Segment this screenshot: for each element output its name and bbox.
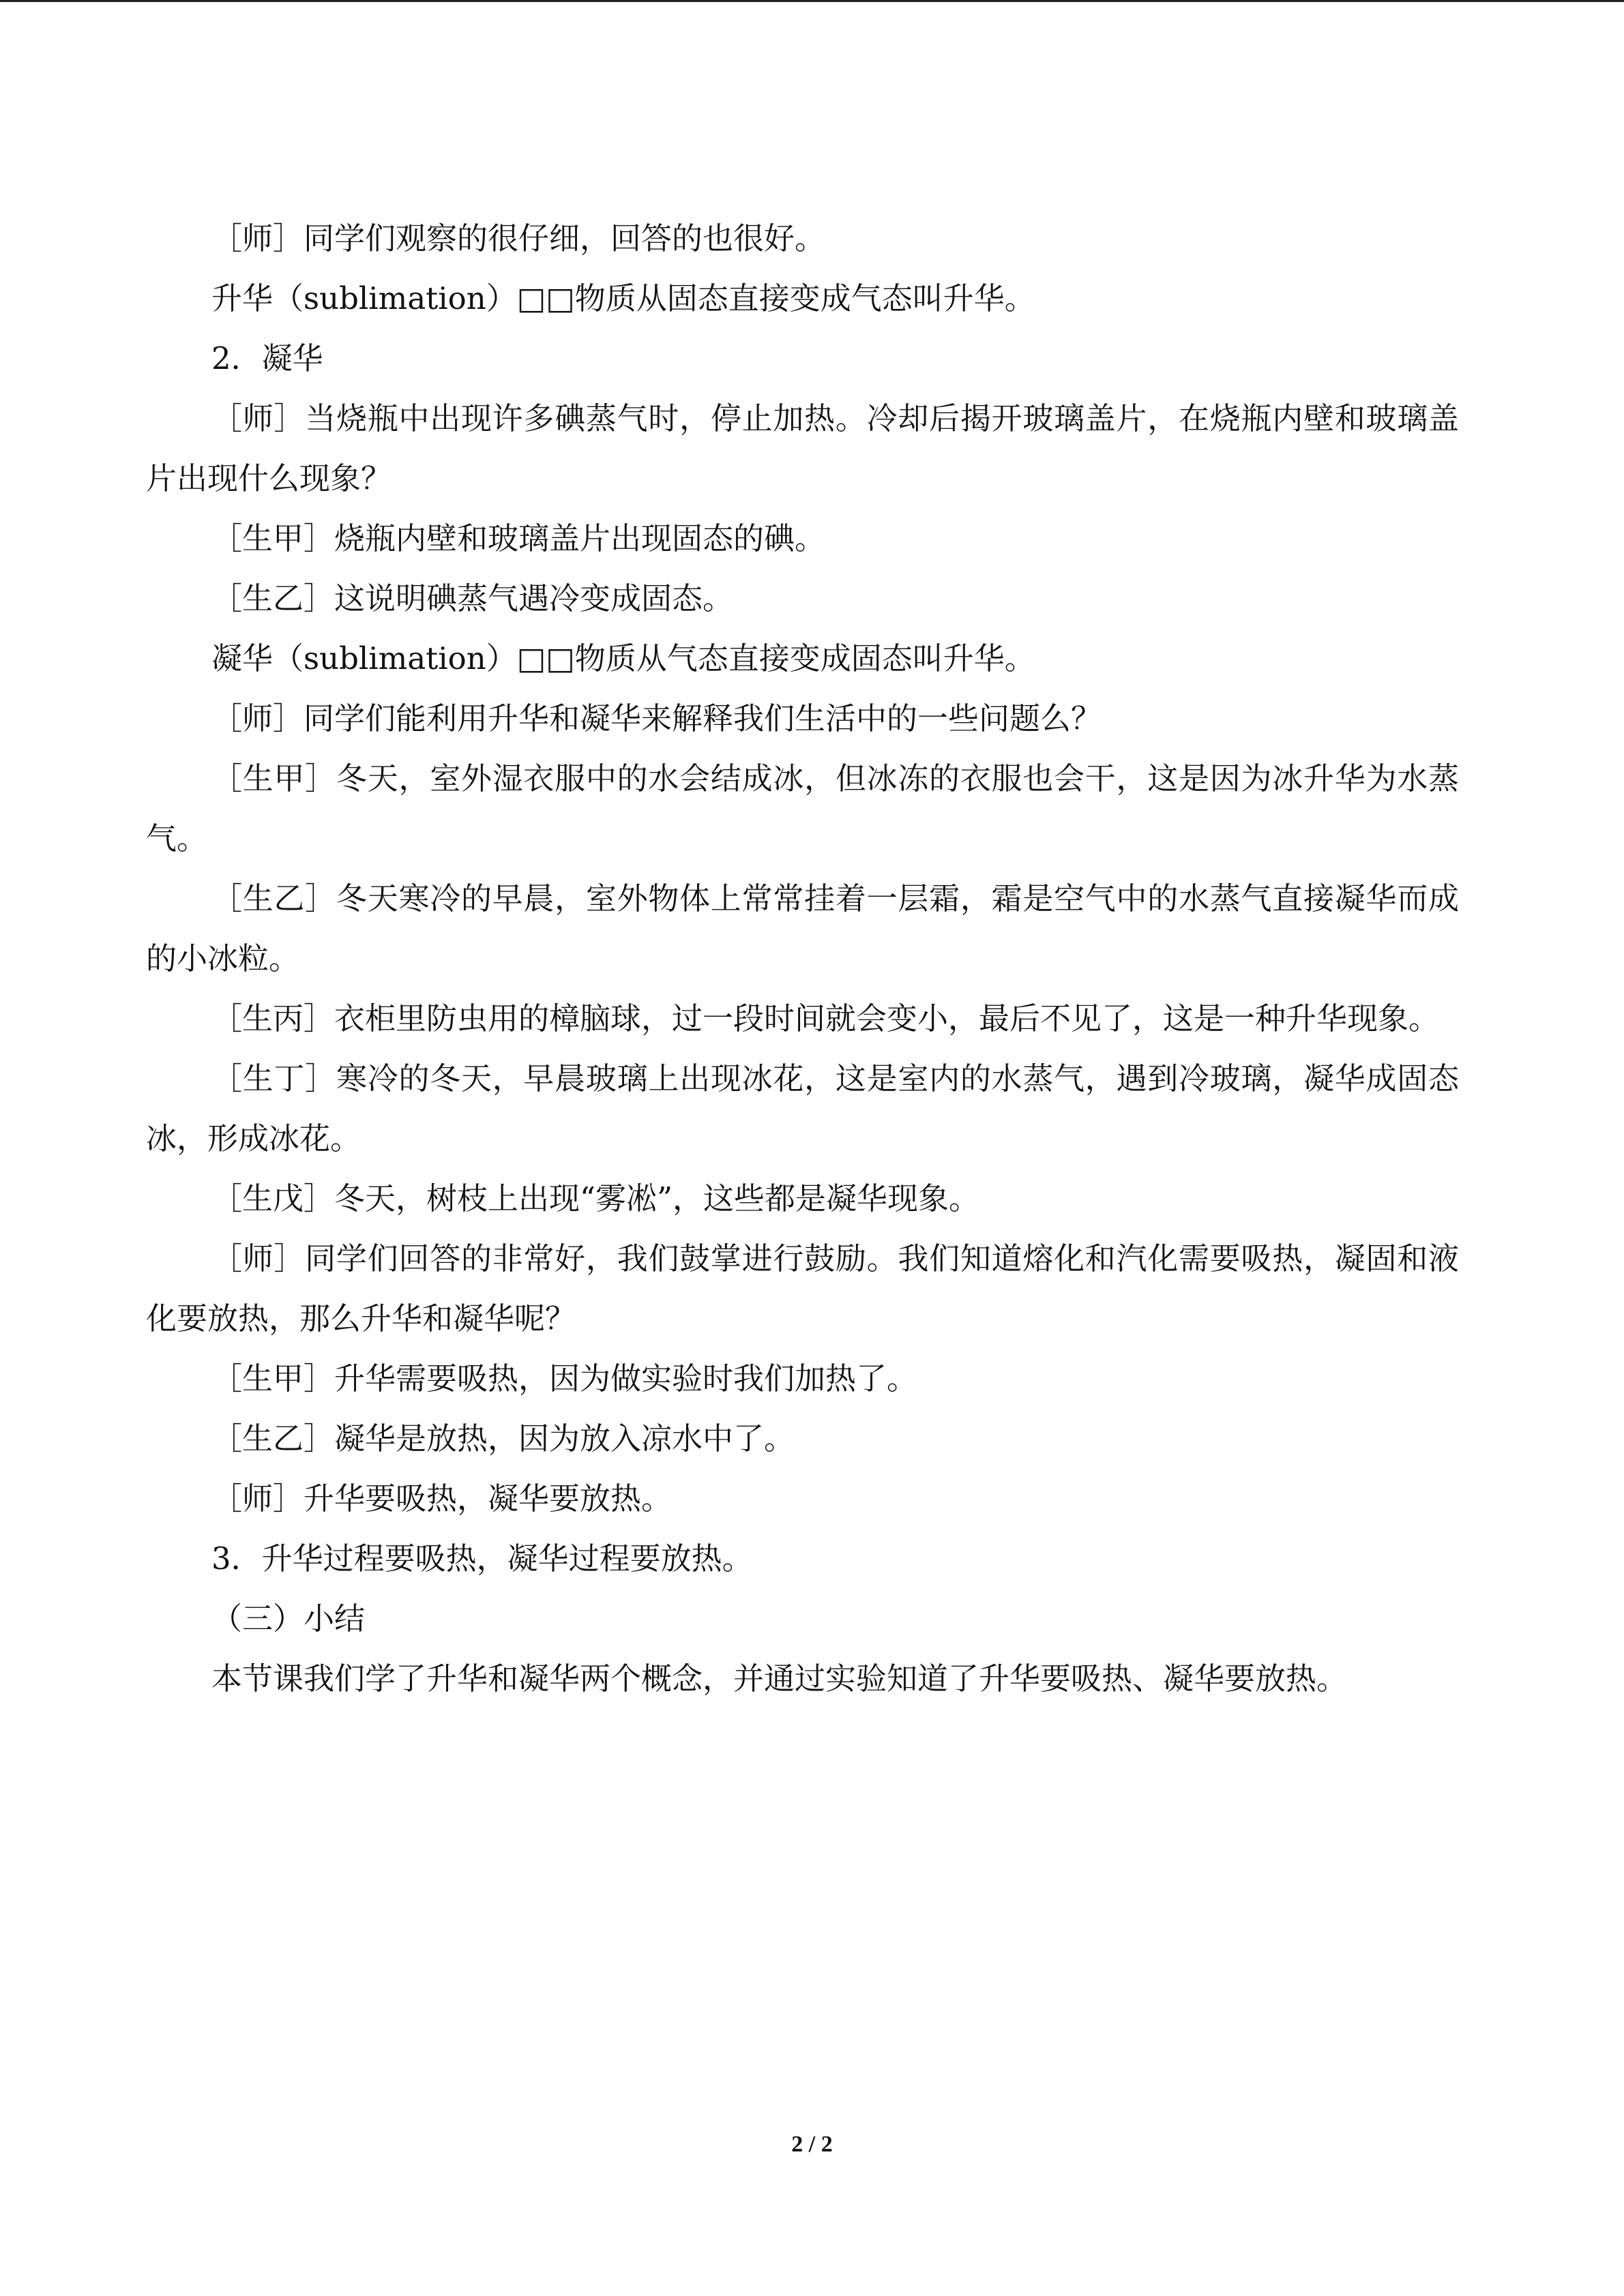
paragraph: ［师］升华要吸热，凝华要放热。 — [211, 1480, 673, 1517]
paragraph: ［师］同学们观察的很仔细，回答的也很好。 — [211, 220, 826, 256]
paragraph: ［生丁］寒冷的冬天，早晨玻璃上出现冰花，这是室内的水蒸气，遇到冷玻璃，凝华成固态冰，形成冰花。 — [146, 1060, 1459, 1157]
paragraph: ［生乙］冬天寒冷的早晨，室外物体上常常挂着一层霜，霜是空气中的水蒸气直接凝华而成的小冰粒。 — [146, 880, 1459, 976]
paragraph: ［生丙］衣柜里防虫用的樟脑球，过一段时间就会变小，最后不见了，这是一种升华现象。 — [211, 1000, 1440, 1037]
paragraph: ［生甲］冬天，室外湿衣服中的水会结成冰，但冰冻的衣服也会干，这是因为冰升华为水蒸气。 — [146, 760, 1459, 856]
document-body — [146, 209, 1459, 1709]
paragraph: 本节课我们学了升华和凝华两个概念，并通过实验知道了升华要吸热、凝华要放热。 — [211, 1660, 1348, 1697]
paragraph: ［师］当烧瓶中出现许多碘蒸气时，停止加热。冷却后揭开玻璃盖片，在烧瓶内壁和玻璃盖片出现什么现象？ — [146, 400, 1459, 496]
paragraph: ［生甲］烧瓶内壁和玻璃盖片出现固态的碘。 — [211, 520, 826, 556]
paragraph: ［师］同学们回答的非常好，我们鼓掌进行鼓励。我们知道熔化和汽化需要吸热，凝固和液化要放热，那么升华和凝华呢？ — [146, 1240, 1459, 1337]
page-number: 2 / 2 — [791, 2132, 833, 2157]
paragraph: ［师］同学们能利用升华和凝华来解释我们生活中的一些问题么？ — [211, 700, 1102, 736]
paragraph: 升华（sublimation）□□物质从固态直接变成气态叫升华。 — [211, 280, 1035, 316]
paragraph: ［生甲］升华需要吸热，因为做实验时我们加热了。 — [211, 1360, 918, 1397]
section-heading: （三）小结 — [211, 1600, 366, 1637]
paragraph: ［生戊］冬天，树枝上出现“雾凇”，这些都是凝华现象。 — [211, 1180, 980, 1217]
paragraph: 3．升华过程要吸热，凝华过程要放热。 — [211, 1540, 753, 1577]
top-border-line — [0, 0, 1624, 2]
paragraph: ［生乙］凝华是放热，因为放入凉水中了。 — [211, 1420, 795, 1457]
section-heading: 2．凝华 — [211, 340, 323, 376]
paragraph: ［生乙］这说明碘蒸气遇冷变成固态。 — [211, 580, 734, 616]
paragraph: 凝华（sublimation）□□物质从气态直接变成固态叫升华。 — [211, 640, 1035, 676]
